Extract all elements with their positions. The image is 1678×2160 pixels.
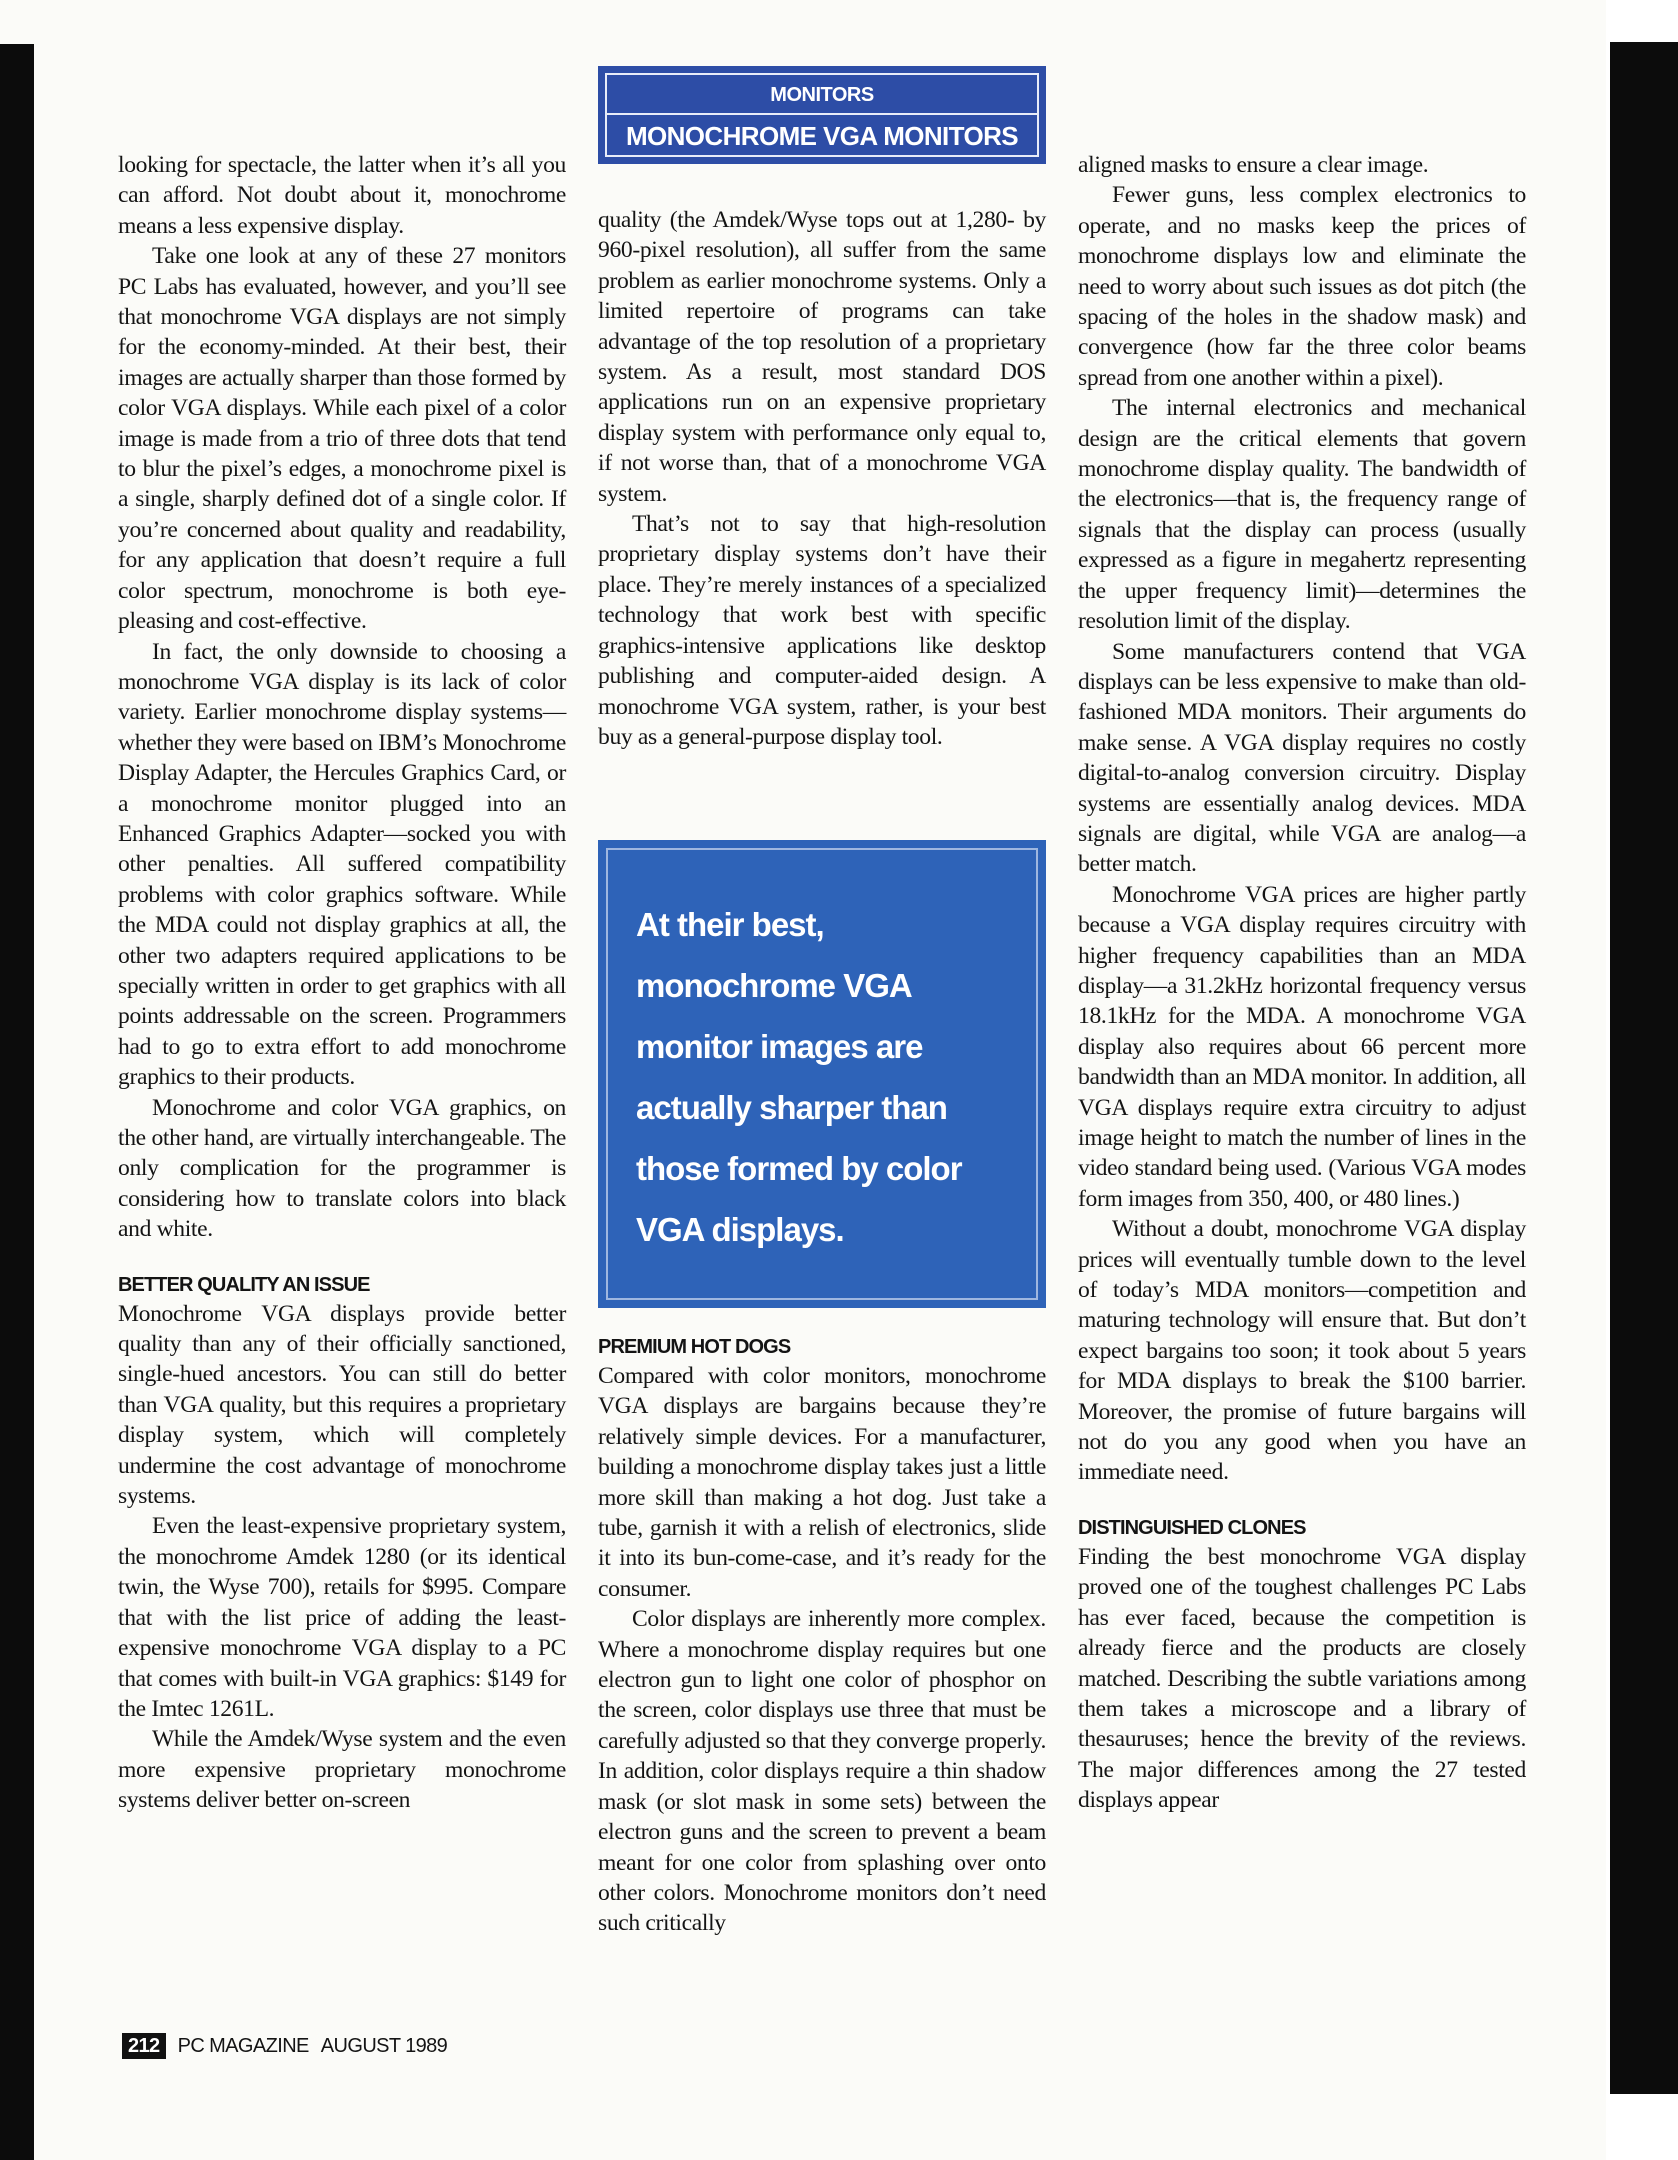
article-column-3	[1078, 150, 1526, 1816]
paragraph: Some manufacturers contend that VGA displays can be less expensive to make than old-fashioned MDA monitors. Their arguments do make sense. A VGA display requires no costly digital-to-analog conversion circuitry. Display systems are essentially analog devices. MDA signals are digital, while VGA are analog—a better match.	[1078, 638, 1526, 878]
paragraph: aligned masks to ensure a clear image.	[1078, 152, 1429, 178]
pull-quote-line: At their best,	[636, 906, 824, 943]
section-title: MONOCHROME VGA MONITORS	[625, 121, 1019, 151]
pull-quote-text	[636, 894, 1016, 1260]
pull-quote-line: actually sharper than	[636, 1089, 947, 1126]
subheading: DISTINGUISHED CLONES	[1078, 1516, 1306, 1539]
article-column-2-continued	[598, 1333, 1046, 1939]
paragraph: Monochrome VGA prices are higher partly because a VGA display requires circuitry with higher frequency capabilities than an MDA display—a 31.2kHz horizontal frequency versus 18.1kHz for the MDA. A monochrome VGA display also requires about 66 percent more bandwidth than an MDA monitor. In addition, all VGA displays require extra circuitry to adjust image height to match the number of lines in the video standard being used. (Various VGA modes form images from 350, 400, or 480 lines.)	[1078, 881, 1526, 1212]
pull-quote	[598, 840, 1046, 1308]
paragraph: While the Amdek/Wyse system and the even more expensive proprietary monochrome systems deliver better on-screen	[118, 1726, 566, 1814]
paragraph: looking for spectacle, the latter when it’s all you can afford. Not doubt about it, monochrome means a less expensive display.	[118, 152, 566, 239]
paragraph: In fact, the only downside to choosing a monochrome VGA display is its lack of color variety. Earlier monochrome display systems—whether they were based on IBM’s Monochrome Display Adapter, the Hercules Graphics Card, or a monochrome monitor plugged into an Enhanced Graphics Adapter—socked you with other penalties. All suffered compatibility problems with color graphics software. While the MDA could not display graphics at all, the other two adapters required applications to be specially written in order to get graphics with all points addressable on the screen. Programmers had to go to extra effort to add monochrome graphics to their products.	[118, 638, 566, 1091]
paragraph: Compared with color monitors, monochrome VGA displays are bargains because they’re relatively simple devices. For a manufacturer, building a monochrome display takes just a little more skill than making a hot dog. Just take a tube, garnish it with a relish of electronics, slide it into its bun-come-case, and it’s ready for the consumer.	[598, 1363, 1046, 1602]
paragraph: Monochrome VGA displays provide better quality than any of their officially sanctioned, single-hued ancestors. You can still do better than VGA quality, but this requires a proprietary display system, which will completely undermine the cost advantage of monochrome systems.	[118, 1300, 566, 1510]
publication-name: PC MAGAZINE	[177, 2034, 309, 2057]
issue-date: AUGUST 1989	[320, 2034, 448, 2057]
subheading: BETTER QUALITY AN ISSUE	[118, 1273, 370, 1296]
paragraph: That’s not to say that high-resolution proprietary display systems don’t have their place. They’re merely instances of a specialized technology that work best with specific graphics-intensive applications like desktop publishing and computer-aided design. A monochrome VGA system, rather, is your best buy as a general-purpose display tool.	[598, 511, 1046, 750]
pull-quote-line: monitor images are	[636, 1028, 923, 1065]
article-column-2	[598, 205, 1046, 752]
section-header	[598, 66, 1046, 164]
article-column-1	[118, 150, 566, 1816]
scan-edge-right	[1610, 42, 1678, 2094]
section-header-frame	[605, 73, 1039, 157]
pull-quote-line: monochrome VGA	[636, 967, 912, 1004]
section-kicker: MONITORS	[607, 77, 1037, 115]
pull-quote-line: those formed by color	[636, 1150, 962, 1187]
paragraph: Take one look at any of these 27 monitors PC Labs has evaluated, however, and you’ll see that monochrome VGA displays are not simply for the economy-minded. At their best, their images are actually sharper than those formed by color VGA displays. While each pixel of a color image is made from a trio of three dots that tend to blur the pixel’s edges, a monochrome pixel is a single, sharply defined dot of a single color. If you’re concerned about quality and readability, for any application that doesn’t require a full color spectrum, monochrome is both eye-pleasing and cost-effective.	[118, 243, 566, 635]
page-footer	[122, 2033, 447, 2059]
pull-quote-line: VGA displays.	[636, 1211, 844, 1248]
paragraph: Fewer guns, less complex electronics to operate, and no masks keep the prices of monochrome displays low and eliminate the need to worry about such issues as dot pitch (the spacing of the holes in the shadow mask) and convergence (how far the three color beams spread from one another within a pixel).	[1078, 182, 1526, 391]
paragraph: Finding the best monochrome VGA display proved one of the toughest challenges PC Labs has ever faced, because the competition is already fierce and the products are closely matched. Describing the subtle variations among them takes a microscope and a library of thesauruses; hence the brevity of the reviews. The major differences among the 27 tested displays appear	[1078, 1543, 1526, 1814]
paragraph: The internal electronics and mechanical design are the critical elements that govern monochrome display quality. The bandwidth of the electronics—that is, the frequency range of signals that the display can process (usually expressed as a figure in megahertz representing the upper frequency limit)—determines the resolution limit of the display.	[1078, 395, 1526, 635]
paragraph: Even the least-expensive proprietary system, the monochrome Amdek 1280 (or its identical twin, the Wyse 700), retails for $995. Compare that with the list price of adding the least-expensive monochrome VGA display to a PC that comes with built-in VGA graphics: $149 for the Imtec 1261L.	[118, 1513, 566, 1722]
paragraph: Monochrome and color VGA graphics, on the other hand, are virtually interchangeable. The only complication for the programmer is considering how to translate colors into black and white.	[118, 1094, 566, 1243]
page-number: 212	[122, 2033, 166, 2059]
paragraph: Color displays are inherently more complex. Where a monochrome display requires but one electron gun to light one color of phosphor on the screen, color displays use three that must be carefully adjusted so that they converge properly. In addition, color displays require a thin shadow mask (or slot mask in some sets) between the electron guns and the screen to prevent a beam meant for one color from splashing over onto other colors. Monochrome monitors don’t need such critically	[598, 1606, 1046, 1937]
paragraph: Without a doubt, monochrome VGA display prices will eventually tumble down to the level of today’s MDA monitors—competition and maturing technology will ensure that. But don’t expect bargains too soon; it took about 5 years for MDA displays to break the $100 barrier. Moreover, the promise of future bargains will not do you any good when you have an immediate need.	[1078, 1216, 1526, 1486]
subheading: PREMIUM HOT DOGS	[598, 1336, 791, 1358]
paragraph: quality (the Amdek/Wyse tops out at 1,280- by 960-pixel resolution), all suffer from the same problem as earlier monochrome systems. Only a limited repertoire of programs can take advantage of the top resolution of a proprietary system. As a result, most standard DOS applications run on an expensive proprietary display system with performance only equal to, if not worse than, that of a monochrome VGA system.	[598, 207, 1046, 507]
scan-edge-left	[0, 44, 34, 2160]
